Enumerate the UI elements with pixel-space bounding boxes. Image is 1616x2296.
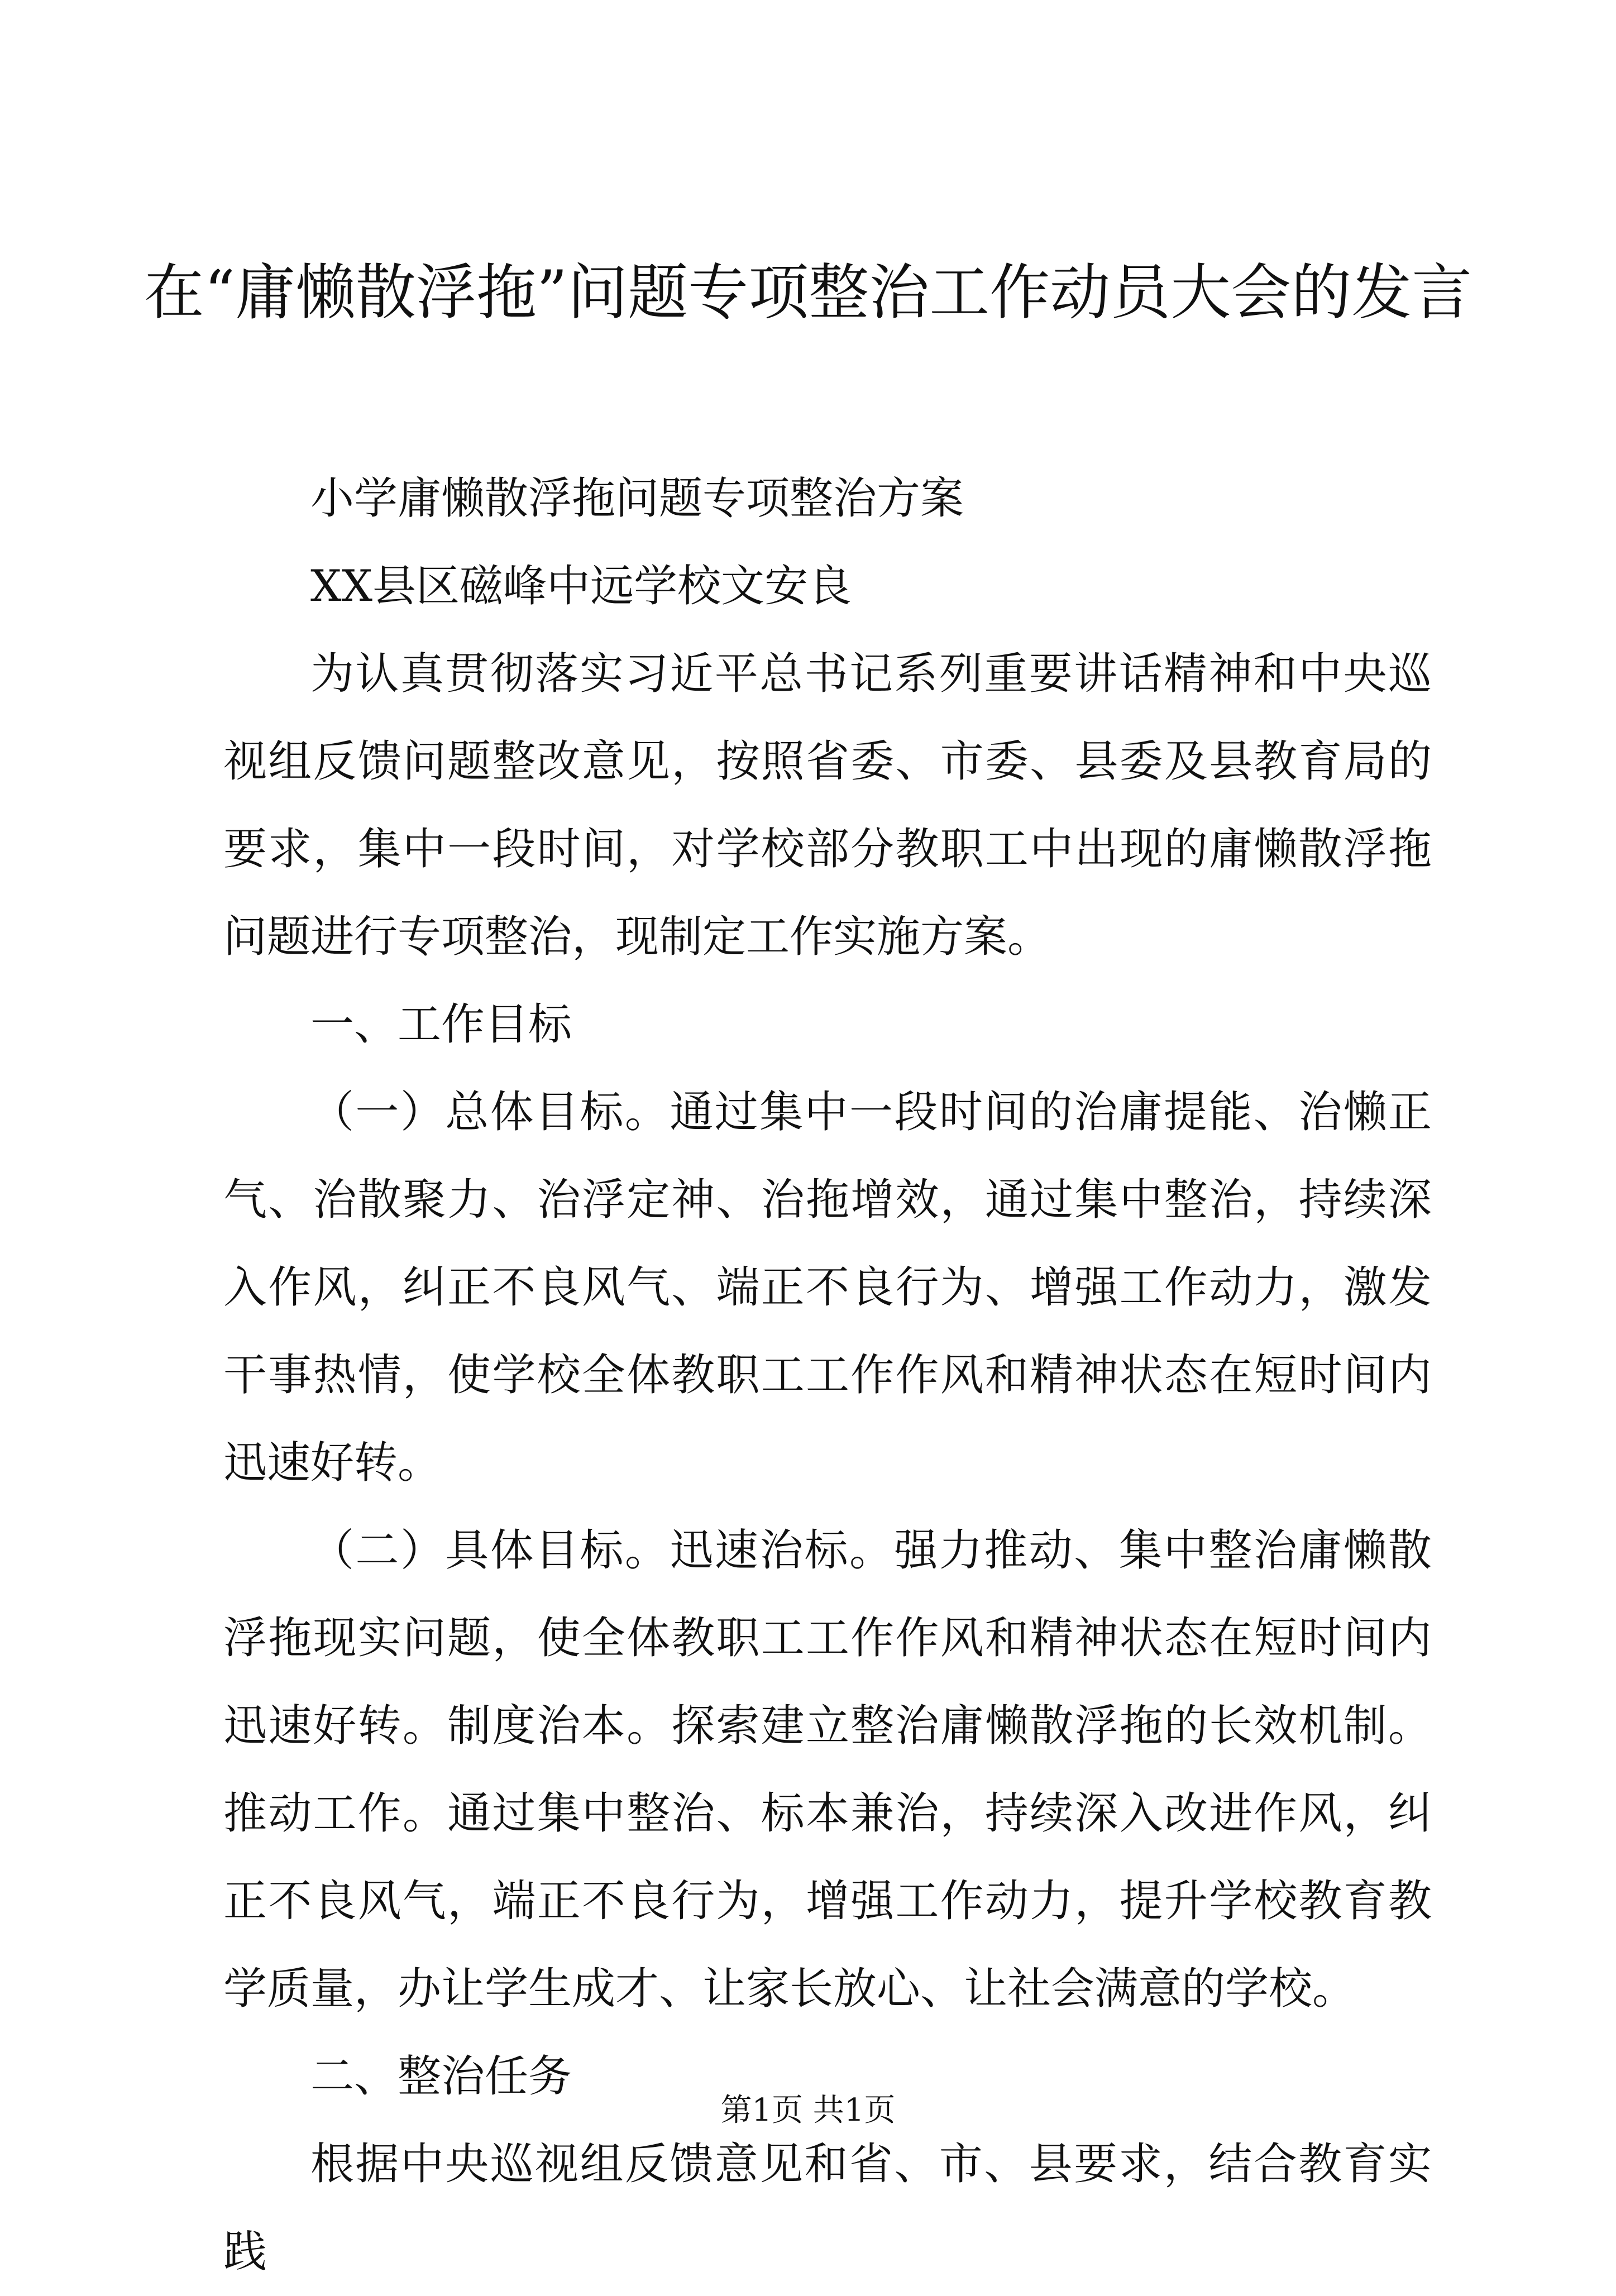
- page-footer: 第1页 共1页: [720, 2092, 896, 2128]
- section-heading-tasks: 二、整治任务: [310, 2051, 572, 2102]
- paragraph-tasks: 根据中央巡视组反馈意见和省、市、县要求，结合教育实践: [223, 2139, 1432, 2277]
- document-body: [223, 455, 1432, 2296]
- section-heading-goals: 一、工作目标: [310, 999, 572, 1050]
- paragraph-author: XX县区磁峰中远学校文安良: [310, 561, 852, 611]
- paragraph-subtitle: 小学庸懒散浮拖问题专项整治方案: [310, 473, 964, 524]
- paragraph-overall-goal: （一）总体目标。通过集中一段时间的治庸提能、治懒正气、治散聚力、治浮定神、治拖增效，通过集中整治，持续深入作风，纠正不良风气、端正不良行为、增强工作动力，激发干事热情，使学校全体教职工工作作风和精神状态在短时间内迅速好转。: [223, 1087, 1432, 1488]
- paragraph-specific-goal: （二）具体目标。迅速治标。强力推动、集中整治庸懒散浮拖现实问题，使全体教职工工作作风和精神状态在短时间内迅速好转。制度治本。探索建立整治庸懒散浮拖的长效机制。推动工作。通过集中整治、标本兼治，持续深入改进作风，纠正不良风气，端正不良行为，增强工作动力，提升学校教育教学质量，办让学生成才、让家长放心、让社会满意的学校。: [223, 1525, 1432, 2014]
- paragraph-intro: 为认真贯彻落实习近平总书记系列重要讲话精神和中央巡视组反馈问题整改意见，按照省委、市委、县委及县教育局的要求，集中一段时间，对学校部分教职工中出现的庸懒散浮拖问题进行专项整治，现制定工作实施方案。: [223, 649, 1432, 962]
- document-title: 在“庸懒散浮拖”问题专项整治工作动员大会的发言: [144, 258, 1472, 328]
